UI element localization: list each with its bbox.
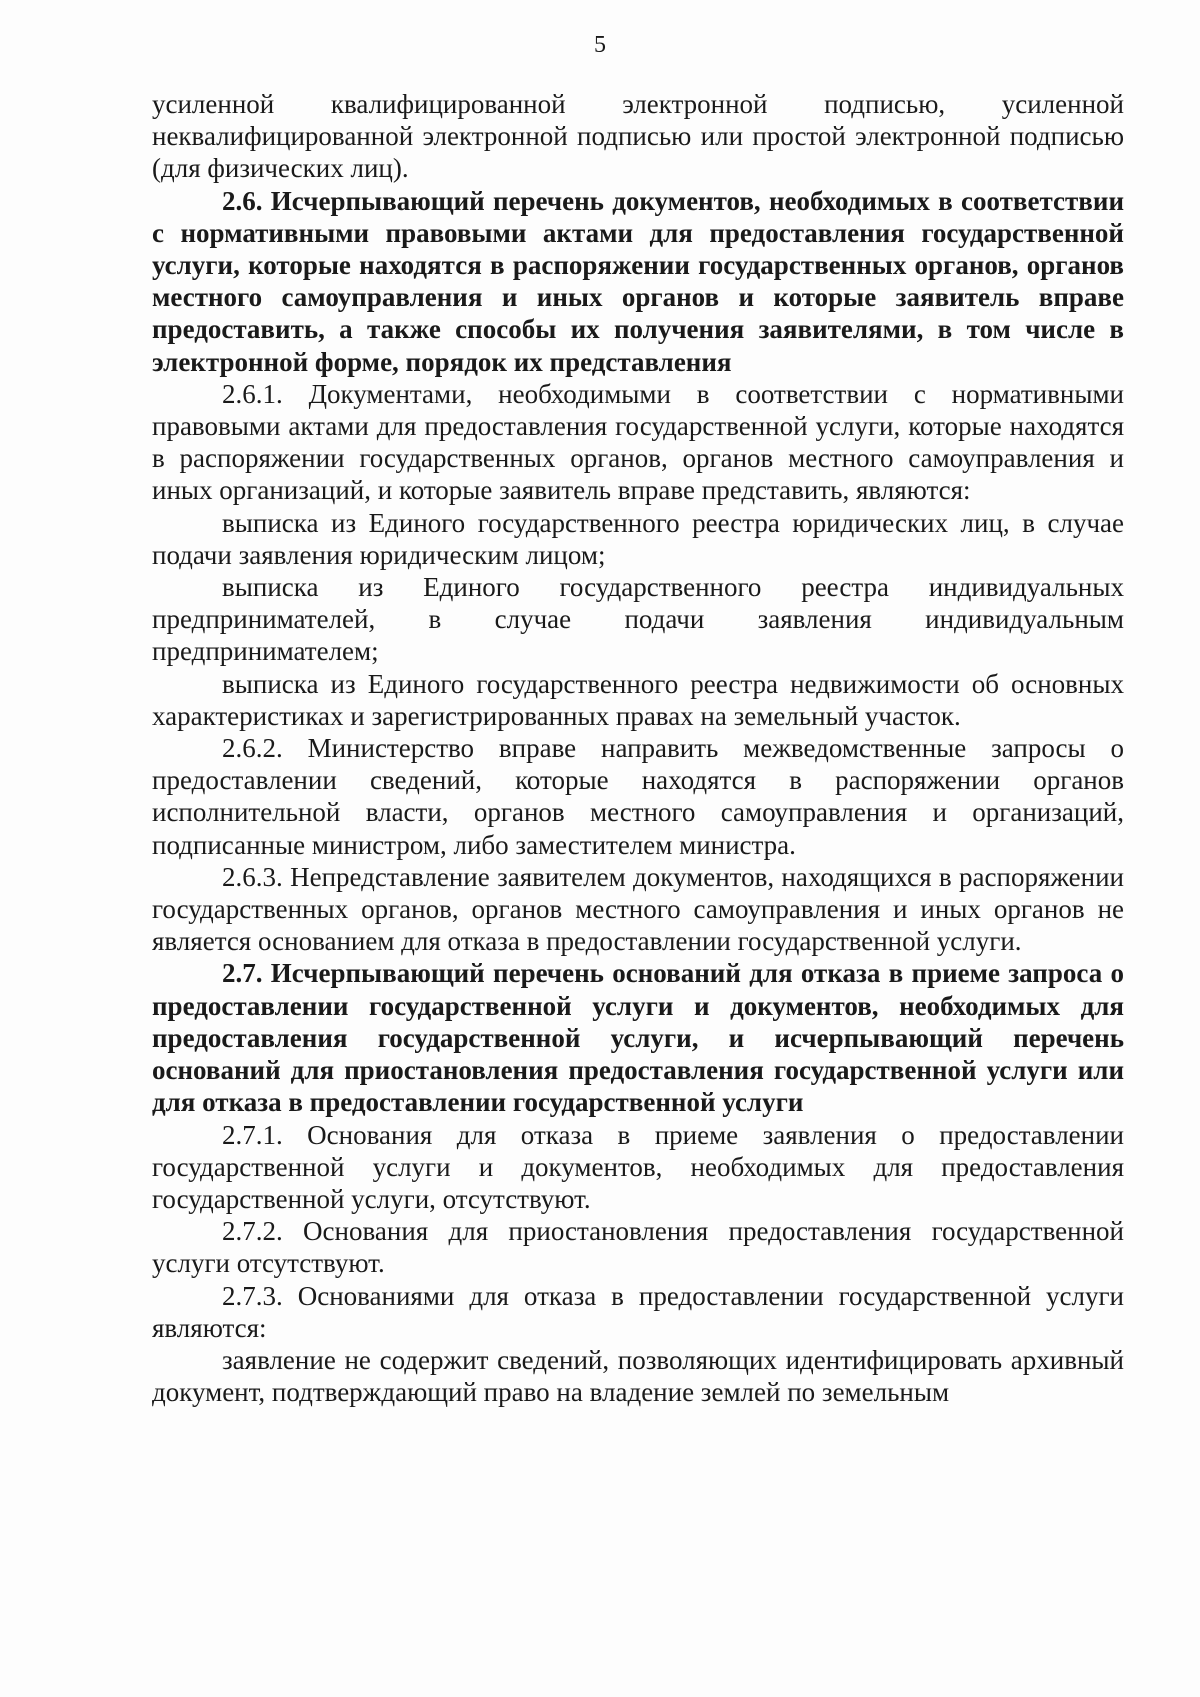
paragraph-2-6-1: 2.6.1. Документами, необходимыми в соответствии с нормативными правовыми актами для предоставления государственной услуги, которые находятся в распоряжении государственных органов, органов местного самоуправления и иных организаций, и которые заявитель вправе представить, являются: (152, 378, 1124, 506)
paragraph-2-7-1: 2.7.1. Основания для отказа в приеме заявления о предоставлении государственной услуги и документов, необходимых для предоставления государственной услуги, отсутствуют. (152, 1119, 1124, 1214)
paragraph-2-6-2: 2.6.2. Министерство вправе направить межведомственные запросы о предоставлении сведений, которые находятся в распоряжении органов исполнительной власти, органов местного самоуправления и организаций, подписанные министром, либо заместителем министра. (152, 733, 1124, 860)
section-heading-2-7: 2.7. Исчерпывающий перечень оснований для отказа в приеме запроса о предоставлении государственной услуги и документов, необходимых для предоставления государственной услуги, и исчерпывающий перечень оснований для приостановления предоставления государственной услуги или для отказа в предоставлении государственной услуги (152, 958, 1124, 1118)
list-item-egrip-extract: выписка из Единого государственного реестра индивидуальных предпринимателей, в случае подачи заявления индивидуальным предпринимателем; (152, 572, 1124, 667)
paragraph-signature-continuation: усиленной квалифицированной электронной подписью, усиленной неквалифицированной электронной подписью или простой электронной подписью (для физических лиц). (152, 89, 1124, 184)
list-item-egrul-extract: выписка из Единого государственного реестра юридических лиц, в случае подачи заявления юридическим лицом; (152, 507, 1124, 570)
paragraph-2-7-2: 2.7.2. Основания для приостановления предоставления государственной услуги отсутствуют. (152, 1216, 1124, 1279)
list-item-egrn-extract: выписка из Единого государственного реестра недвижимости об основных характеристиках и зарегистрированных правах на земельный участок. (152, 668, 1124, 731)
paragraph-2-6-3: 2.6.3. Непредставление заявителем документов, находящихся в распоряжении государственных органов, органов местного самоуправления и иных органов не является основанием для отказа в предоставлении государственной услуги. (152, 861, 1124, 957)
page-number: 5 (594, 32, 606, 58)
list-item-refusal-reason: заявление не содержит сведений, позволяющих идентифицировать архивный документ, подтверждающий право на владение землей по земельным (152, 1344, 1124, 1408)
section-heading-2-6: 2.6. Исчерпывающий перечень документов, необходимых в соответствии с нормативными правовыми актами для предоставления государственной услуги, которые находятся в распоряжении государственных органов, органов местного самоуправления и иных органов и которые заявитель вправе предоставить, а также способы их получения заявителями, в том числе в электронной форме, порядок их представления (152, 185, 1124, 377)
document-body (152, 88, 1124, 1408)
paragraph-2-7-3: 2.7.3. Основаниями для отказа в предоставлении государственной услуги являются: (152, 1280, 1124, 1343)
